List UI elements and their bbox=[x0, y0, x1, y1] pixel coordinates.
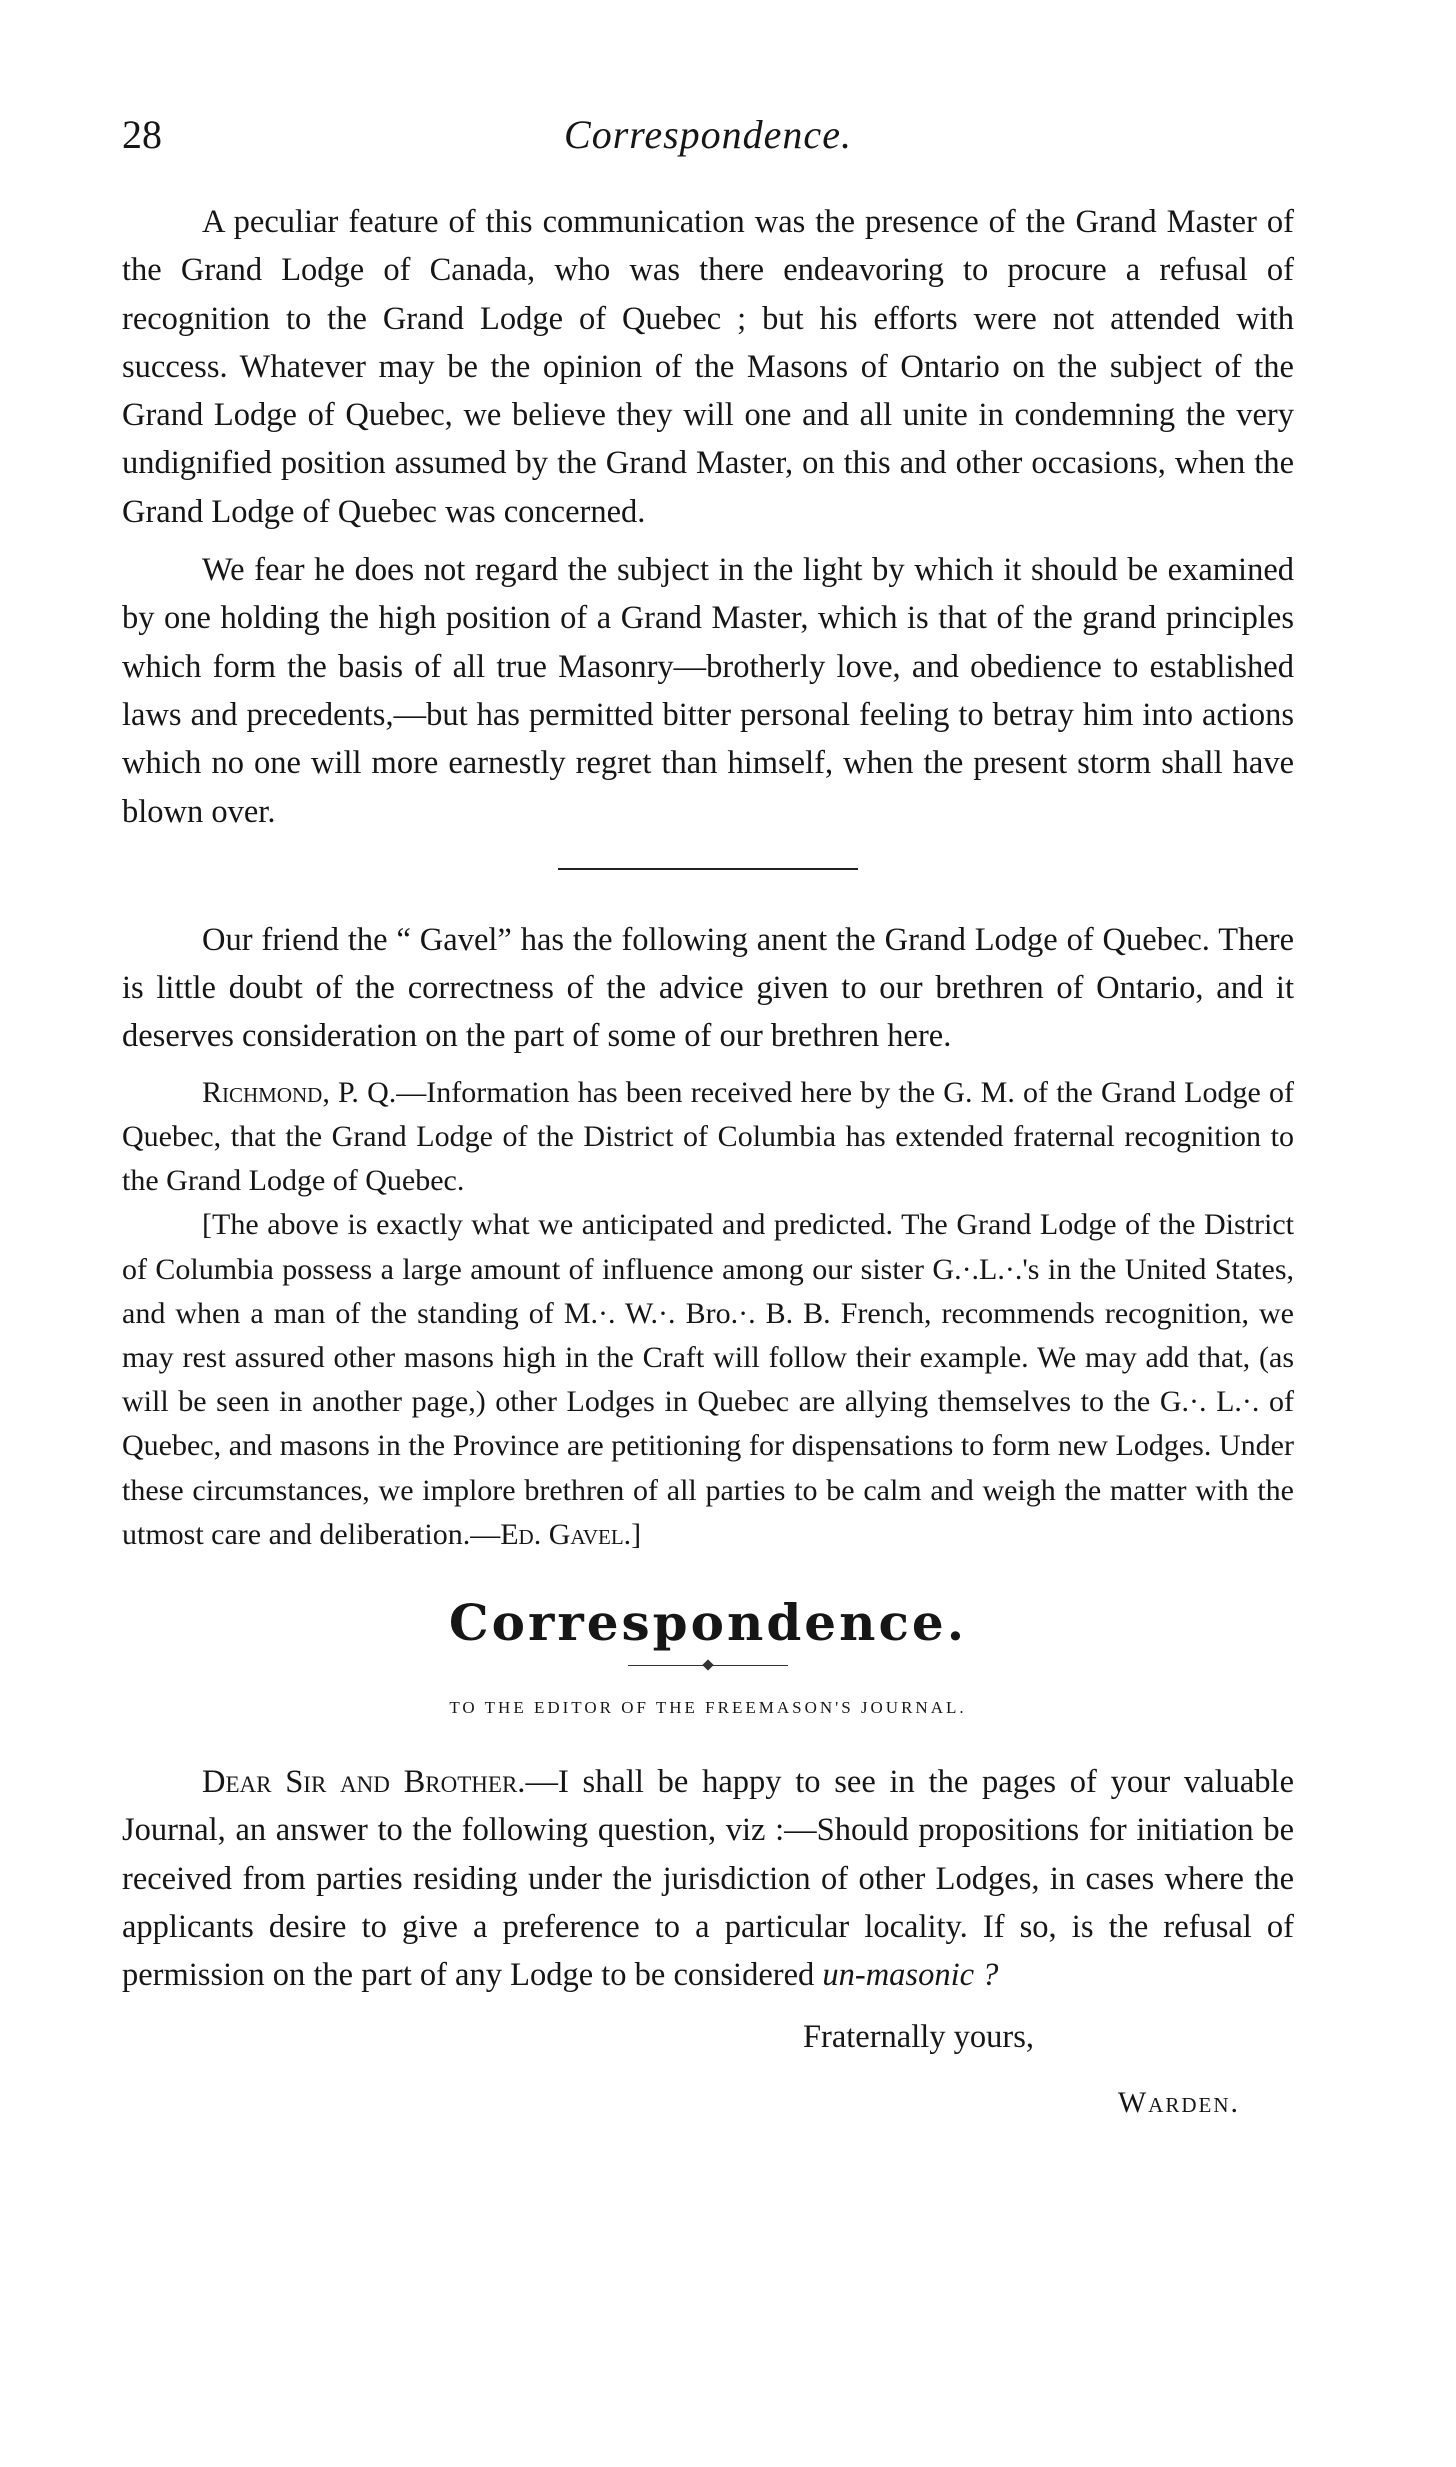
article-paragraph-2: We fear he does not regard the subject in the light by which it should be examined by one holding the high position of a Grand Master, which is that of the grand principles which form the basis of all true Masonry—brotherly love, and obedience to established laws and precedents,—but has permitted bitter personal feeling to betray him into actions which no one will more earnestly regret than himself, when the present storm shall have blown over. bbox=[122, 552, 1294, 830]
editor-note-close: ] bbox=[631, 1517, 642, 1551]
editor-note-text: [The above is exactly what we anticipated and predicted. The Grand Lodge of the District of Columbia possess a large amount of influence among our sister G.·.L.·.'s in the United States, and when a man of the standing of M.·. W.·. Bro.·. B. B. French, recommends recognition, we may rest assured other masons high in the Craft will follow their example. We may add that, (as will be seen in another page,) other Lodges in Quebec are allying themselves to the G.·. L.·. of Quebec, and masons in the Province are petitioning for dispensations to form new Lodges. Under these circumstances, we implore brethren of all parties to be calm and weigh the matter with the utmost care and deliberation.— bbox=[122, 1208, 1294, 1551]
page-number: 28 bbox=[122, 112, 162, 157]
editor-signoff: Ed. Gavel. bbox=[500, 1517, 632, 1551]
letter-body bbox=[122, 1758, 1294, 1999]
correspondence-heading: Correspondence. bbox=[448, 1592, 968, 1652]
quote-text: —Information has been received here by the G. M. of the Grand Lodge of Quebec, that the Grand Lodge of the District of Columbia has extended fraternal recognition to the Grand Lodge of Quebec. bbox=[122, 1075, 1294, 1198]
letter-signature: Warden. bbox=[1117, 2086, 1240, 2120]
letter-closing: Fraternally yours, bbox=[802, 2019, 1034, 2056]
editor-note bbox=[122, 1203, 1294, 1557]
article-paragraph-1: A peculiar feature of this communication was the presence of the Grand Master of the Grand Lodge of Canada, who was there endeavoring to procure a refusal of recognition to the Grand Lodge of Quebec ; but his efforts were not attended with success. Whatever may be the opinion of the Masons of Ontario on the subject of the Grand Lodge of Quebec, we believe they will one and all unite in condemning the very undignified position assumed by the Grand Master, on this and other occasions, when the Grand Lodge of Quebec was concerned. bbox=[122, 204, 1294, 530]
section-divider bbox=[558, 868, 858, 870]
heading-ornament bbox=[628, 1665, 788, 1666]
letter-address: TO THE EDITOR OF THE FREEMASON'S JOURNAL. bbox=[449, 1697, 967, 1717]
letter-salutation: Dear Sir and Brother. bbox=[202, 1763, 526, 1800]
quote-dateline: Richmond, P. Q. bbox=[202, 1075, 397, 1109]
quoted-news-item bbox=[122, 1071, 1294, 1204]
running-head bbox=[122, 112, 1294, 172]
running-title: Correspondence. bbox=[564, 112, 852, 157]
gavel-intro-paragraph: Our friend the “ Gavel” has the following anent the Grand Lodge of Quebec. There is little doubt of the correctness of the advice given to our brethren of Ontario, and it deserves consideration on the part of some of our brethren here. bbox=[122, 921, 1294, 1055]
letter-emphasis: un-masonic ? bbox=[822, 1957, 999, 1994]
document-page bbox=[122, 112, 1294, 2127]
letter-text: —I shall be happy to see in the pages of your valuable Journal, an answer to the following question, viz :—Should propositions for initiation be received from parties residing under the jurisdiction of other Lodges, in cases where the applicants desire to give a preference to a particular locality. If so, is the refusal of permission on the part of any Lodge to be considered bbox=[122, 1763, 1294, 1994]
